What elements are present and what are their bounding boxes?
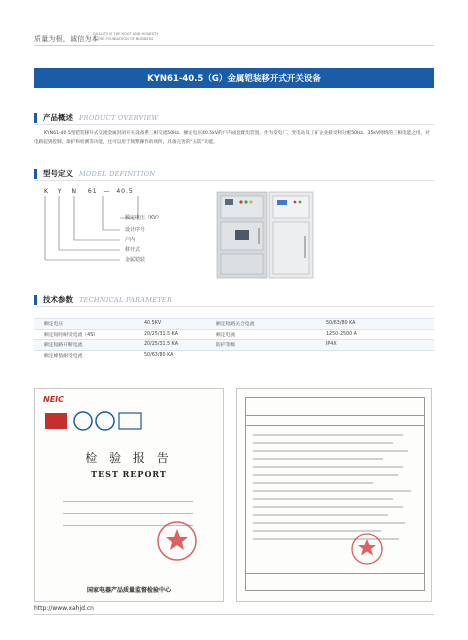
param-value: IP4X (316, 340, 434, 351)
param-value: 50/63/80 KA (316, 319, 434, 330)
cma-mark-icon (45, 413, 67, 429)
cnas-lab-mark-icon (119, 413, 141, 429)
definition-label-design: 设计序号 (125, 227, 146, 233)
model-definition-diagram (40, 196, 200, 276)
neic-logo: NEIC (43, 395, 65, 404)
param-name: 额定峰值耐受电流 (34, 350, 134, 361)
table-row (34, 340, 434, 351)
section-divider (34, 180, 434, 181)
model-code-char: Y (57, 188, 66, 195)
table-row (34, 329, 434, 340)
connector-line-indoor (74, 196, 120, 240)
header-slogan: 质量为根，诚信为本 (34, 35, 99, 43)
report-title-en: TEST REPORT (91, 469, 167, 479)
definition-heading-en: MODEL DEFINITION (79, 169, 156, 178)
report-form-rule (245, 573, 425, 574)
param-name: 额定短路关合电流 (206, 319, 316, 330)
header-english-line-2: IS THE FOUNDATION OF BUSINESS (93, 37, 154, 41)
param-name: 防护等级 (206, 340, 316, 351)
definition-label-voltage: 额定电压（KV） (125, 215, 162, 221)
accreditation-marks (45, 411, 145, 433)
param-name: 额定短路开断电流 (34, 340, 134, 351)
footer-divider (34, 614, 434, 615)
table-row (34, 350, 434, 361)
param-value: 40.5KV (134, 319, 206, 330)
model-code (44, 188, 134, 195)
definition-heading-cn: 型号定义 (43, 169, 73, 178)
report-body-text-lines (253, 431, 417, 551)
param-value: 20/25/31.5 KA (134, 340, 206, 351)
overview-heading-cn: 产品概述 (43, 113, 73, 122)
section-divider (34, 306, 434, 307)
params-heading (34, 294, 172, 305)
definition-heading (34, 168, 155, 179)
report-field-line (63, 501, 193, 502)
model-code-char: 61 (87, 188, 98, 195)
cnas-mark-icon (74, 412, 92, 430)
report-form-rule (245, 415, 425, 416)
params-heading-en: TECHNICAL PARAMETER (79, 295, 173, 304)
params-table (34, 318, 434, 361)
website-url[interactable]: http://www.xahjd.cn (34, 605, 94, 612)
header-divider (34, 45, 434, 46)
param-value: 1250-2500 A (316, 329, 434, 340)
param-value: 20/25/31.5 KA (134, 329, 206, 340)
param-name (206, 350, 316, 361)
product-title: KYN61-40.5（G）金属铠装移开式开关设备 (147, 74, 321, 84)
param-value: 50/63/80 KA (134, 350, 206, 361)
report-title-cn: 检 验 报 告 (85, 451, 173, 465)
definition-label-indoor: 户内 (125, 237, 136, 243)
param-name: 额定电流 (206, 329, 316, 340)
model-code-char: 40.5 (116, 188, 134, 195)
table-row (34, 319, 434, 330)
model-code-char: — (103, 188, 111, 195)
connector-line-withdrawable (59, 196, 120, 250)
red-stamp-icon (155, 519, 199, 563)
ilac-mark-icon (96, 412, 114, 430)
definition-label-withdrawable: 移开式 (125, 247, 141, 253)
model-code-char: N (71, 188, 80, 195)
report-form-rule (245, 425, 425, 426)
overview-heading-en: PRODUCT OVERVIEW (79, 113, 159, 122)
section-marker (34, 113, 37, 123)
param-value (316, 350, 434, 361)
overview-text: KYN61-40.5型铠装移开式交流金属封闭开关设备系三相交流50Hz、额定电压40.5kV的户内成套配电装置。作为发电厂、变电站及工矿企业接受和分配50Hz、35kV网络的三相电能之用，对电路起到控制、保护和检测等功能，还可以用于频繁操作的场所，具备完善的“五防”功能。 (34, 131, 430, 145)
test-report-cover (34, 388, 224, 602)
connector-line-design (103, 196, 120, 230)
section-divider (34, 124, 434, 125)
test-report-conclusion-page (236, 388, 432, 602)
param-name: 额定短时耐受电流（4S） (34, 329, 134, 340)
header-english-line-1: QUALITY IS THE ROOT AND HONESTY (93, 32, 159, 36)
section-marker (34, 295, 37, 305)
definition-label-metal-clad: 金属铠装 (125, 257, 146, 263)
header-english-slogan (93, 32, 173, 42)
param-name: 额定电压 (34, 319, 134, 330)
report-institute: 国家电器产品质量监督检验中心 (86, 587, 171, 594)
switchgear-cabinet-image (213, 188, 318, 280)
report-field-line (63, 513, 193, 514)
connector-line-metal-clad (45, 196, 120, 260)
section-marker (34, 169, 37, 179)
product-title-bar (34, 68, 434, 88)
red-stamp-icon (349, 531, 385, 567)
model-code-char: K (44, 188, 52, 195)
params-heading-cn: 技术参数 (43, 295, 73, 304)
overview-heading (34, 112, 158, 123)
